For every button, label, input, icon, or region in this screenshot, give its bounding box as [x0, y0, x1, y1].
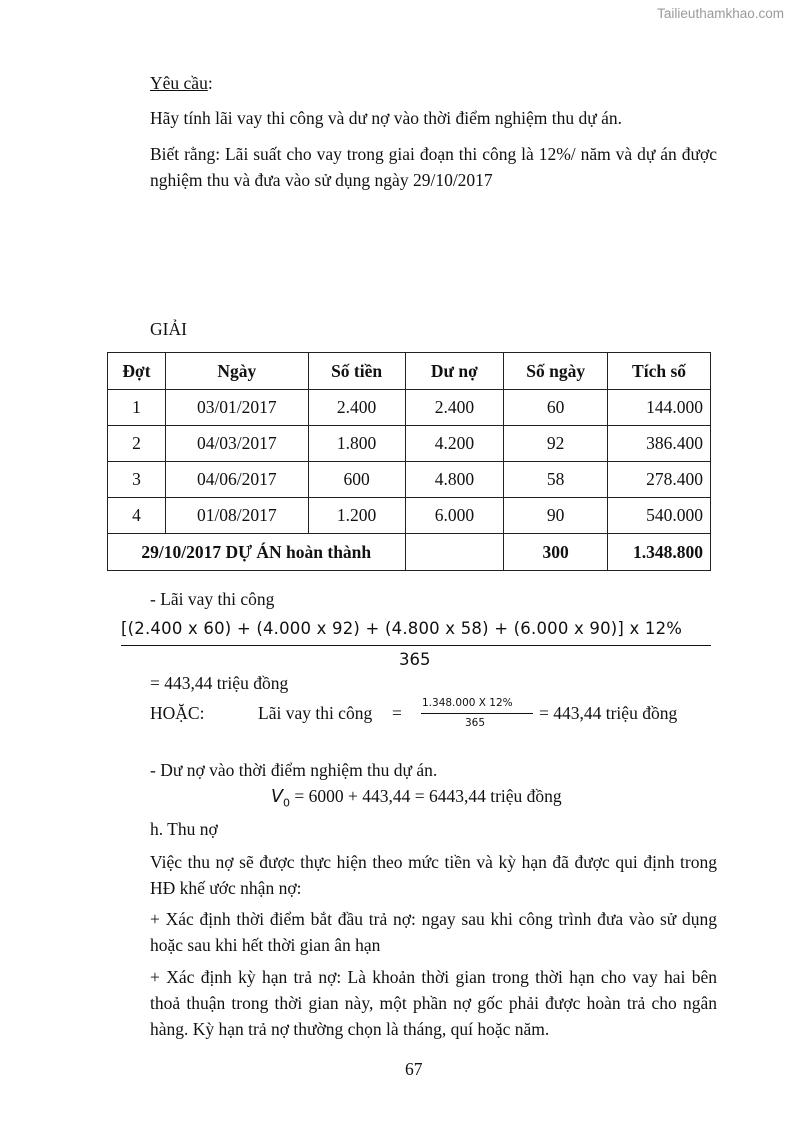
table-cell: 90	[504, 498, 608, 534]
table-row	[108, 426, 711, 462]
interest-fraction-bar	[121, 645, 711, 646]
table-cell: 60	[504, 390, 608, 426]
alt-label: Lãi vay thi công	[258, 703, 373, 723]
table-cell: 58	[504, 462, 608, 498]
table-total-row	[108, 534, 711, 571]
disbursement-table	[107, 352, 711, 571]
table-cell: 386.400	[608, 426, 711, 462]
page-number: 67	[405, 1059, 423, 1079]
total-label-cell: 29/10/2017 DỰ ÁN hoàn thành	[108, 534, 406, 571]
table-cell: 03/01/2017	[165, 390, 308, 426]
alt-equals: =	[392, 703, 402, 723]
alt-prefix: HOẶC:	[150, 703, 205, 723]
table-header-row	[108, 353, 711, 390]
requirement-heading-colon: :	[207, 73, 213, 93]
table-cell: 1.200	[308, 498, 405, 534]
table-cell: 1.800	[308, 426, 405, 462]
table-cell: 04/06/2017	[165, 462, 308, 498]
table-cell: 144.000	[608, 390, 711, 426]
alt-result: = 443,44 triệu đồng	[539, 703, 678, 723]
interest-formula-denominator: 365	[399, 650, 431, 669]
table-cell: 01/08/2017	[165, 498, 308, 534]
header-cell: Đợt	[108, 353, 166, 390]
debt-symbol: V	[271, 787, 283, 807]
table-cell: 2	[108, 426, 166, 462]
table-row	[108, 462, 711, 498]
table-cell: 540.000	[608, 498, 711, 534]
table-row	[108, 498, 711, 534]
alt-numerator: 1.348.000 X 12%	[422, 697, 513, 709]
table-cell: 4	[108, 498, 166, 534]
total-days-cell: 300	[504, 534, 608, 571]
solution-heading: GIẢI	[150, 319, 187, 339]
requirement-line-2	[113, 141, 717, 193]
collection-heading: h. Thu nợ	[150, 819, 218, 839]
table-cell: 4.800	[405, 462, 504, 498]
requirement-line-2-text: Biết rằng: Lãi suất cho vay trong giai đoạn thi công là 12%/ năm và dự án được nghiệm thu và đưa vào sử dụng ngày 29/10/2017	[150, 144, 717, 190]
total-product-cell: 1.348.800	[608, 534, 711, 571]
total-empty-cell	[405, 534, 504, 571]
collection-paragraph-3-text: + Xác định kỳ hạn trả nợ: Là khoản thời gian trong thời hạn cho vay hai bên thoả thuận trong thời gian này, một phần nợ gốc phải được hoàn trả cho ngân hàng. Kỳ hạn trả nợ thường chọn là tháng, quí hoặc năm.	[150, 967, 717, 1039]
collection-paragraph-3	[113, 964, 717, 1042]
table-cell: 600	[308, 462, 405, 498]
table-cell: 2.400	[308, 390, 405, 426]
table-cell: 92	[504, 426, 608, 462]
interest-formula-numerator: [(2.400 x 60) + (4.000 x 92) + (4.800 x 58) + (6.000 x 90)] x 12%	[121, 619, 683, 638]
table-cell: 6.000	[405, 498, 504, 534]
debt-label: - Dư nợ vào thời điểm nghiệm thu dự án.	[150, 760, 438, 780]
watermark-text: Tailieuthamkhao.com	[657, 6, 784, 21]
table-row	[108, 390, 711, 426]
table-cell: 1	[108, 390, 166, 426]
table-cell: 4.200	[405, 426, 504, 462]
header-cell: Ngày	[165, 353, 308, 390]
alt-denominator: 365	[465, 717, 486, 729]
interest-result: = 443,44 triệu đồng	[150, 673, 289, 693]
collection-paragraph-2	[113, 906, 717, 958]
requirement-heading	[150, 73, 213, 94]
header-cell: Số tiền	[308, 353, 405, 390]
debt-formula	[271, 786, 562, 810]
header-cell: Tích số	[608, 353, 711, 390]
table-cell: 04/03/2017	[165, 426, 308, 462]
interest-label: - Lãi vay thi công	[150, 589, 275, 609]
table-cell: 3	[108, 462, 166, 498]
debt-formula-text: = 6000 + 443,44 = 6443,44 triệu đồng	[289, 786, 562, 806]
table-cell: 2.400	[405, 390, 504, 426]
collection-paragraph-1	[113, 849, 717, 901]
alt-fraction-bar	[421, 713, 533, 714]
requirement-heading-text: Yêu cầu	[150, 73, 208, 93]
collection-paragraph-1-text: Việc thu nợ sẽ được thực hiện theo mức tiền và kỳ hạn đã được qui định trong HĐ khế ước nhận nợ:	[150, 852, 717, 898]
debt-subscript: 0	[282, 796, 290, 810]
header-cell: Dư nợ	[405, 353, 504, 390]
requirement-line-1: Hãy tính lãi vay thi công và dư nợ vào thời điểm nghiệm thu dự án.	[150, 108, 622, 128]
header-cell: Số ngày	[504, 353, 608, 390]
collection-paragraph-2-text: + Xác định thời điểm bắt đầu trả nợ: ngay sau khi công trình đưa vào sử dụng hoặc sau khi hết thời gian ân hạn	[150, 909, 717, 955]
table-cell: 278.400	[608, 462, 711, 498]
